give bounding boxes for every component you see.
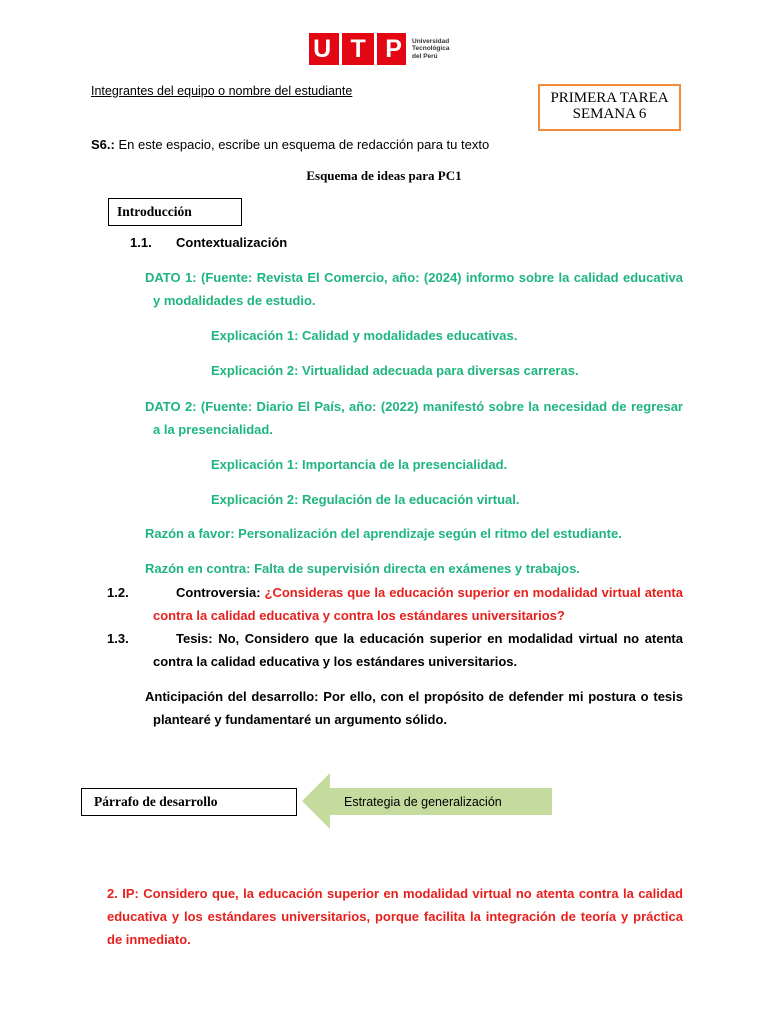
instruction-text: En este espacio, escribe un esquema de redacción para tu texto [118,137,490,152]
instruction-prefix: S6.: [91,137,115,152]
dato-2-explanation-1: Explicación 1: Importancia de la presencialidad. [211,457,508,472]
dato-1 [145,266,683,312]
reason-for: Razón a favor: Personalización del aprendizaje según el ritmo del estudiante. [145,526,622,541]
utp-logo [309,33,449,65]
section-1-3-body [107,627,683,673]
logo-text-line: Universidad [412,37,450,45]
controversy-question: ¿Consideras que la educación superior en modalidad virtual atenta contra la calidad educativa y contra los estándares universitarios? [153,585,683,623]
section-number: 1.3. [107,631,129,646]
logo-divider [339,33,342,65]
document-title: Esquema de ideas para PC1 [306,168,462,183]
logo-divider [374,33,377,65]
instruction-line [91,137,489,152]
logo-letter-u: U [313,34,332,63]
dato-1-explanation-1: Explicación 1: Calidad y modalidades educativas. [211,328,518,343]
anticipation-text: Anticipación del desarrollo: Por ello, con el propósito de defender mi postura o tesis plantearé y fundamentaré un argumento sólido. [145,689,683,727]
dato-1-text: DATO 1: (Fuente: Revista El Comercio, año: (2024) informo sobre la calidad educativa y modalidades de estudio. [145,270,683,308]
section-number: 1.2. [107,585,129,600]
anticipation [145,685,683,731]
reason-against: Razón en contra: Falta de supervisión directa en exámenes y trabajos. [145,561,580,576]
development-ip: 2. IP: Considero que, la educación superior en modalidad virtual no atenta contra la calidad educativa y los estándares universitarios, porque facilita la integración de teoría y práctica de inmediato. [107,886,683,947]
thesis-text: Tesis: No, Considero que la educación superior en modalidad virtual no atenta contra la calidad educativa y los estándares universitarios. [153,631,683,669]
logo-letter-t: T [350,34,366,63]
intro-heading-box [108,198,242,226]
dato-2-explanation-2: Explicación 2: Regulación de la educación virtual. [211,492,520,507]
task-label-box [538,84,681,131]
section-1-3 [107,627,683,673]
task-label: PRIMERA TAREA SEMANA 6 [550,90,669,122]
section-title: Contextualización [176,235,288,250]
intro-heading: Introducción [117,204,192,219]
logo-letter-p: P [385,34,402,63]
dato-2-text: DATO 2: (Fuente: Diario El País, año: (2022) manifestó sobre la necesidad de regresar a la presencialidad. [145,399,683,437]
dato-1-explanation-2: Explicación 2: Virtualidad adecuada para diversas carreras. [211,363,579,378]
section-1-1-heading [130,231,287,254]
development-heading: Párrafo de desarrollo [94,794,218,809]
logo-text-line: del Perú [412,52,438,60]
logo-text-line: Tecnológica [412,45,450,53]
strategy-label: Estrategia de generalización [344,795,502,809]
section-number: 1.1. [130,235,152,250]
dato-2 [145,395,683,441]
utp-logo-mark [309,33,406,65]
section-1-2 [107,581,683,627]
section-1-2-body [107,581,683,627]
logo-university-name [412,38,449,61]
development-heading-box [81,788,297,816]
section-title: Controversia: [176,585,261,600]
members-label: Integrantes del equipo o nombre del estudiante [91,84,353,98]
